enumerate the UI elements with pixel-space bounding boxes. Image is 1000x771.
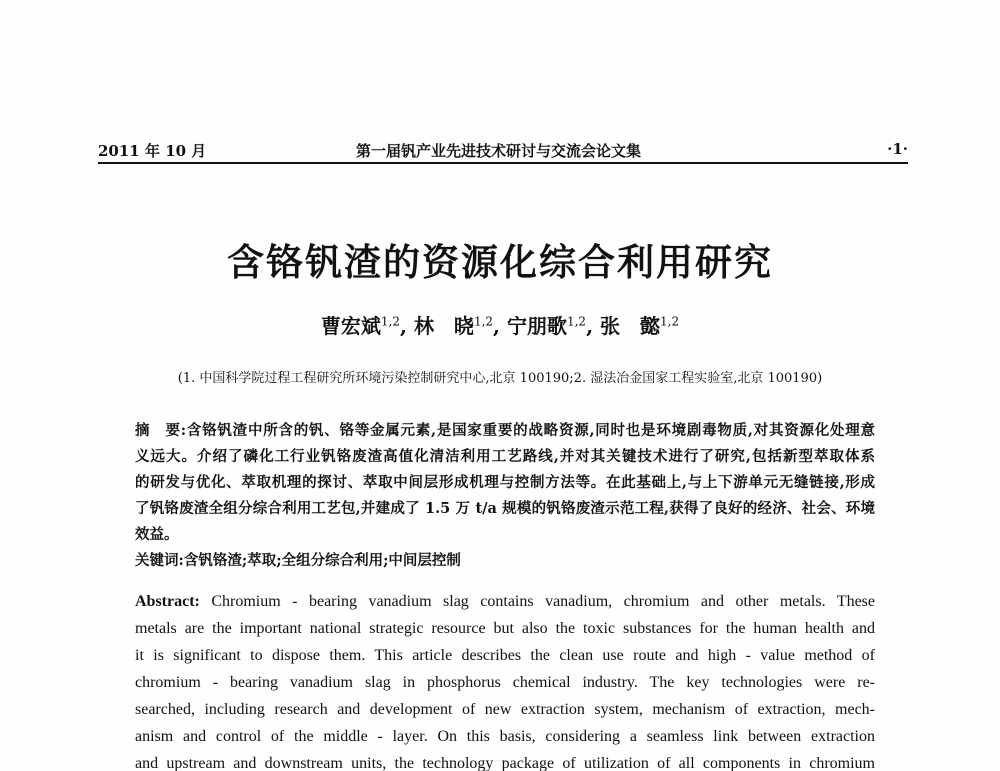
abstract-line bbox=[135, 418, 875, 444]
abstract-line: it is significant to dispose them. This article describes the clean use route and high - value method of bbox=[135, 647, 875, 664]
keywords-text: 含钒铬渣;萃取;全组分综合利用;中间层控制 bbox=[183, 552, 461, 569]
header-journal: 第一届钒产业先进技术研讨与交流会论文集 bbox=[356, 142, 642, 160]
abstract-text: Chromium - bearing vanadium slag contains vanadium, chromium and other metals. These bbox=[199, 593, 875, 610]
abstract-line: 的研发与优化、萃取机理的探讨、萃取中间层形成机理与控制方法等。在此基础上,与上下游单元无缝链接,形成 bbox=[135, 474, 875, 491]
abstract-english bbox=[135, 588, 875, 771]
abstract-chinese bbox=[135, 418, 875, 574]
keywords-label: 关键词: bbox=[135, 552, 184, 569]
author: 曹宏斌 bbox=[320, 314, 381, 338]
abstract-line: metals are the important national strategic resource but also the toxic substances for the human health and bbox=[135, 620, 875, 637]
abstract-line: 义远大。介绍了磷化工行业钒铬废渣高值化清洁利用工艺路线,并对其关键技术进行了研究,包括新型萃取体系 bbox=[135, 448, 875, 465]
author: 张 懿 bbox=[600, 314, 660, 338]
author-affiliation-sup: 1,2 bbox=[380, 314, 400, 329]
author-list: 曹宏斌$^{1,2}$, 林 晓$^{1,2}$, 宁朋歌$^{1,2}$, 张 懿$^{1,2}$ bbox=[320, 314, 680, 338]
abstract-label: Abstract: bbox=[135, 593, 200, 610]
paper-title: 含铬钒渣的资源化综合利用研究 bbox=[227, 241, 773, 284]
header-date: 2011 年 10 月 bbox=[98, 142, 207, 160]
abstract-line: 了钒铬废渣全组分综合利用工艺包,并建成了 1.5 万 t/a 规模的钒铬废渣示范工程,获得了良好的经济、社会、环境 bbox=[135, 500, 875, 517]
abstract-label: 摘 要: bbox=[135, 422, 187, 439]
abstract-line: 效益。 bbox=[135, 526, 179, 543]
abstract-line: anism and control of the middle - layer. On this basis, considering a seamless link between extraction bbox=[135, 728, 875, 745]
abstract-line: searched, including research and development of new extraction system, mechanism of extraction, mech- bbox=[135, 701, 875, 718]
author: 宁朋歌 bbox=[506, 314, 567, 338]
abstract-line: chromium - bearing vanadium slag in phosphorus chemical industry. The key technologies were re- bbox=[135, 674, 875, 691]
header-page-number: ·1· bbox=[887, 140, 908, 158]
author-affiliation-sup: 1,2 bbox=[473, 314, 494, 329]
affiliation: (1. 中国科学院过程工程研究所环境污染控制研究中心,北京 100190;2. 湿法冶金国家工程实验室,北京 100190) bbox=[177, 371, 823, 386]
abstract-line bbox=[135, 588, 875, 615]
keywords bbox=[135, 548, 875, 574]
author: 林 晓 bbox=[413, 314, 474, 338]
running-header bbox=[98, 140, 908, 164]
abstract-line: and upstream and downstream units, the technology package of utilization of all components in chromium bbox=[135, 755, 875, 771]
author-affiliation-sup: 1,2 bbox=[566, 314, 587, 329]
abstract-text: 含铬钒渣中所含的钒、铬等金属元素,是国家重要的战略资源,同时也是环境剧毒物质,对其资源化处理意 bbox=[186, 422, 875, 439]
author-affiliation-sup: 1,2 bbox=[660, 314, 680, 329]
